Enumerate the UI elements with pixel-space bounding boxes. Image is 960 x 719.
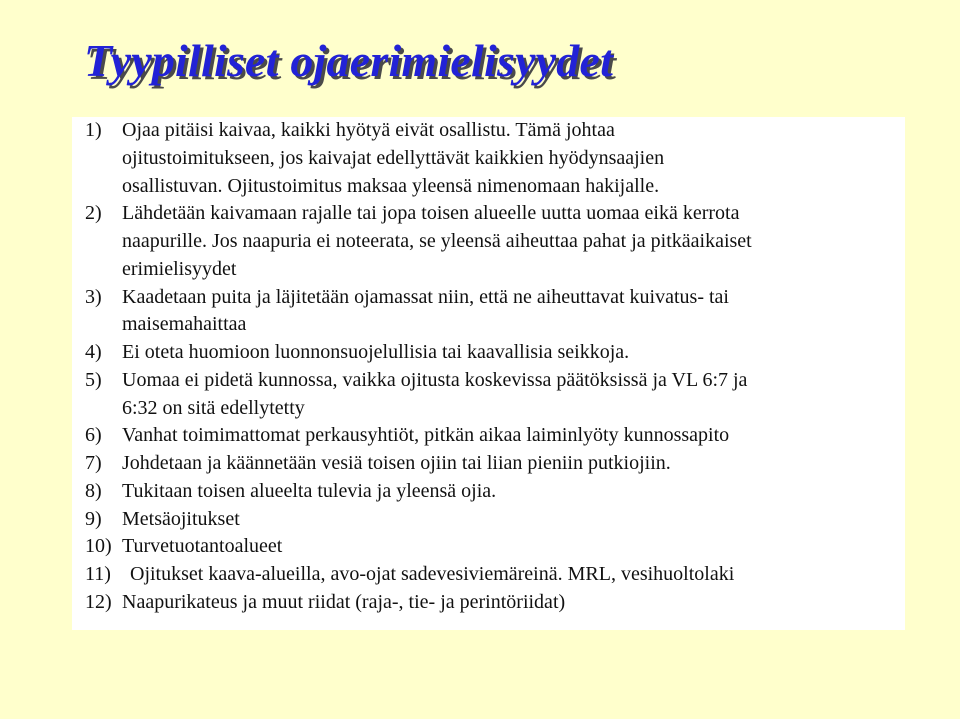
list-item bbox=[85, 533, 895, 561]
item-line: Tukitaan toisen alueelta tulevia ja yleensä ojia. bbox=[122, 479, 497, 502]
item-line: Turvetuotantoalueet bbox=[122, 535, 283, 558]
item-number: 10) bbox=[85, 535, 112, 558]
list-item bbox=[85, 561, 895, 589]
item-text bbox=[122, 117, 895, 200]
item-line: Ojitukset kaava-alueilla, avo-ojat sadevesiviemäreinä. MRL, vesihuoltolaki bbox=[130, 563, 735, 585]
item-line: Lähdetään kaivamaan rajalle tai jopa toisen alueelle uutta uomaa eikä kerrota bbox=[122, 202, 740, 225]
item-line: Ojaa pitäisi kaivaa, kaikki hyötyä eivät osallistu. Tämä johtaa bbox=[122, 119, 615, 141]
item-text bbox=[122, 284, 895, 340]
item-line: Metsäojitukset bbox=[122, 507, 240, 530]
item-number: 5) bbox=[85, 368, 102, 391]
item-number: 4) bbox=[85, 341, 102, 363]
item-line: erimielisyydet bbox=[122, 257, 237, 280]
list-item bbox=[85, 478, 895, 506]
list-item bbox=[85, 339, 895, 367]
list-item bbox=[85, 284, 895, 340]
list-item bbox=[85, 367, 895, 423]
list-item bbox=[85, 422, 895, 450]
item-number: 1) bbox=[85, 119, 102, 141]
item-line: Kaadetaan puita ja läjitetään ojamassat niin, että ne aiheuttavat kuivatus- tai bbox=[122, 285, 729, 308]
item-number: 8) bbox=[85, 479, 102, 502]
item-text bbox=[122, 506, 895, 534]
item-line: naapurille. Jos naapuria ei noteerata, se yleensä aiheuttaa pahat ja pitkäaikaiset bbox=[122, 230, 752, 252]
item-text bbox=[122, 561, 895, 589]
item-line: Johdetaan ja käännetään vesiä toisen ojiin tai liian pieniin putkiojiin. bbox=[122, 452, 671, 474]
numbered-list bbox=[85, 117, 895, 617]
item-number: 3) bbox=[85, 285, 102, 308]
item-number: 9) bbox=[85, 507, 102, 530]
item-line: Uomaa ei pidetä kunnossa, vaikka ojitusta koskevissa päätöksissä ja VL 6:7 ja bbox=[122, 368, 748, 391]
item-number: 12) bbox=[85, 590, 112, 613]
item-text bbox=[122, 200, 895, 283]
item-text bbox=[122, 589, 895, 617]
item-line: osallistuvan. Ojitustoimitus maksaa yleensä nimenomaan hakijalle. bbox=[122, 174, 660, 197]
list-item bbox=[85, 200, 895, 283]
item-text bbox=[122, 478, 895, 506]
item-text bbox=[122, 367, 895, 423]
item-number: 6) bbox=[85, 424, 102, 447]
list-item bbox=[85, 117, 895, 200]
list-item bbox=[85, 589, 895, 617]
item-text bbox=[122, 450, 895, 478]
item-text bbox=[122, 422, 895, 450]
item-line: maisemahaittaa bbox=[122, 313, 247, 336]
content-box bbox=[72, 117, 905, 630]
item-line: Naapurikateus ja muut riidat (raja-, tie- ja perintöriidat) bbox=[122, 590, 566, 613]
item-text bbox=[122, 339, 895, 367]
item-number: 11) bbox=[85, 563, 111, 585]
item-line: Vanhat toimimattomat perkausyhtiöt, pitkän aikaa laiminlyöty kunnossapito bbox=[122, 424, 730, 447]
item-number: 7) bbox=[85, 452, 102, 474]
list-item bbox=[85, 450, 895, 478]
list-item bbox=[85, 506, 895, 534]
item-text bbox=[122, 533, 895, 561]
item-line: ojitustoimitukseen, jos kaivajat edellyttävät kaikkien hyödynsaajien bbox=[122, 146, 665, 169]
item-number: 2) bbox=[85, 202, 102, 225]
slide-title: Tyypilliset ojaerimielisyydet bbox=[84, 35, 614, 86]
item-line: Ei oteta huomioon luonnonsuojelullisia tai kaavallisia seikkoja. bbox=[122, 341, 630, 363]
item-line: 6:32 on sitä edellytetty bbox=[122, 396, 305, 419]
